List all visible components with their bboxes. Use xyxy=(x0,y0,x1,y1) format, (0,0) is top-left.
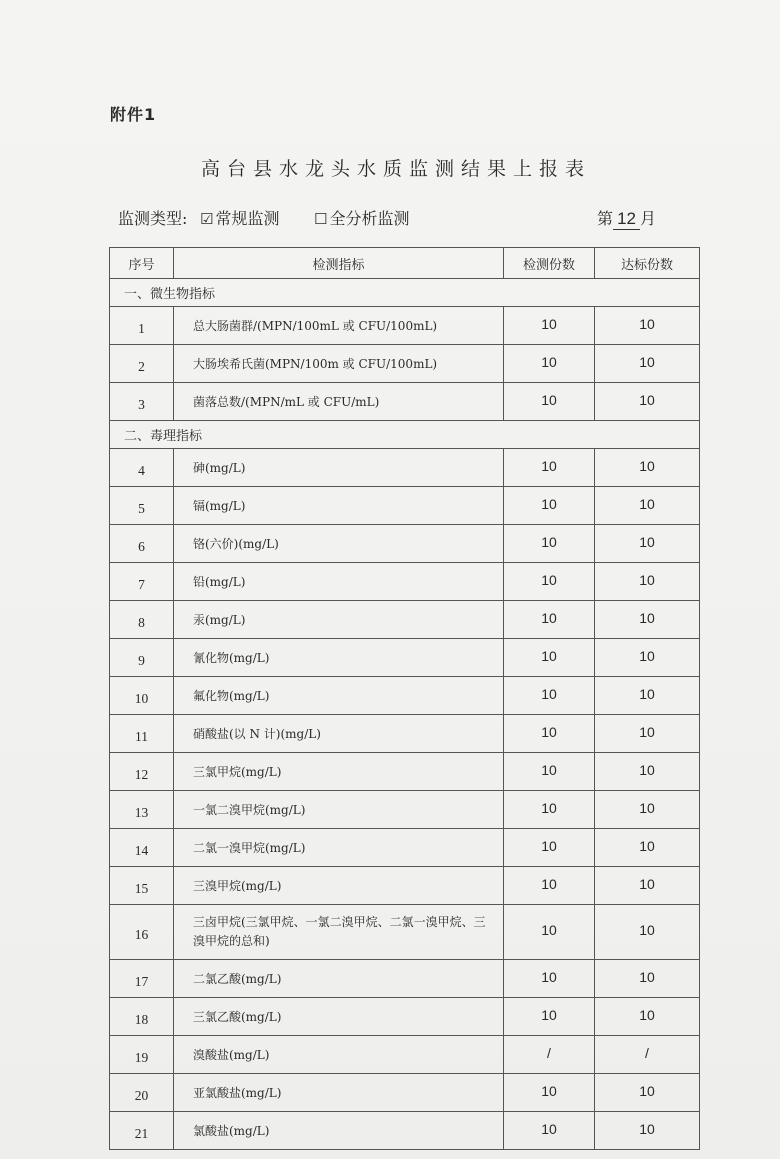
row-tested: 10 xyxy=(504,905,595,960)
attachment-label: 附件1 xyxy=(110,105,157,124)
month-prefix: 第 xyxy=(597,209,614,228)
row-no: 19 xyxy=(110,1036,174,1074)
row-item: 三氯乙酸(mg/L) xyxy=(174,998,504,1036)
table-row xyxy=(110,905,700,960)
row-tested: 10 xyxy=(504,307,595,345)
table-row xyxy=(110,449,700,487)
row-item: 一氯二溴甲烷(mg/L) xyxy=(174,791,504,829)
row-no: 11 xyxy=(110,715,174,753)
table-row xyxy=(110,829,700,867)
row-no: 17 xyxy=(110,960,174,998)
row-passed: 10 xyxy=(595,1074,700,1112)
row-tested: 10 xyxy=(504,715,595,753)
row-no: 15 xyxy=(110,867,174,905)
row-no: 4 xyxy=(110,449,174,487)
row-no: 21 xyxy=(110,1112,174,1150)
month-field xyxy=(597,206,656,230)
row-no: 12 xyxy=(110,753,174,791)
row-item: 氯酸盐(mg/L) xyxy=(174,1112,504,1150)
row-no: 5 xyxy=(110,487,174,525)
row-item: 大肠埃希氏菌(MPN/100m 或 CFU/100mL) xyxy=(174,345,504,383)
row-no: 2 xyxy=(110,345,174,383)
row-tested: 10 xyxy=(504,960,595,998)
row-passed: 10 xyxy=(595,383,700,421)
row-item: 砷(mg/L) xyxy=(174,449,504,487)
row-tested: 10 xyxy=(504,791,595,829)
row-tested: 10 xyxy=(504,601,595,639)
row-item: 总大肠菌群/(MPN/100mL 或 CFU/100mL) xyxy=(174,307,504,345)
row-item: 菌落总数/(MPN/mL 或 CFU/mL) xyxy=(174,383,504,421)
row-item: 三卤甲烷(三氯甲烷、一氯二溴甲烷、二氯一溴甲烷、三溴甲烷的总和) xyxy=(174,905,504,960)
row-passed: 10 xyxy=(595,1112,700,1150)
routine-option xyxy=(200,206,279,229)
row-tested: 10 xyxy=(504,1112,595,1150)
row-tested: 10 xyxy=(504,677,595,715)
table-row xyxy=(110,601,700,639)
row-passed: 10 xyxy=(595,829,700,867)
row-tested: 10 xyxy=(504,1074,595,1112)
table-row xyxy=(110,1074,700,1112)
row-passed: 10 xyxy=(595,307,700,345)
checked-box-icon: ☑ xyxy=(200,210,214,228)
row-passed: 10 xyxy=(595,753,700,791)
row-item: 三溴甲烷(mg/L) xyxy=(174,867,504,905)
row-passed: 10 xyxy=(595,960,700,998)
section-title: 二、毒理指标 xyxy=(110,421,700,449)
section-row-microbial xyxy=(110,279,700,307)
table-row xyxy=(110,307,700,345)
table-row xyxy=(110,715,700,753)
row-passed: 10 xyxy=(595,487,700,525)
row-item: 铬(六价)(mg/L) xyxy=(174,525,504,563)
document-title: 高台县水龙头水质监测结果上报表 xyxy=(200,158,591,180)
table-row xyxy=(110,677,700,715)
row-tested: 10 xyxy=(504,998,595,1036)
month-value: 12 xyxy=(613,209,640,230)
monitor-type-label: 监测类型: xyxy=(118,209,188,228)
row-tested: 10 xyxy=(504,867,595,905)
monitor-type-row xyxy=(118,206,698,230)
section-title: 一、微生物指标 xyxy=(110,279,700,307)
row-passed: 10 xyxy=(595,715,700,753)
table-row xyxy=(110,960,700,998)
header-passed: 达标份数 xyxy=(595,248,700,279)
row-passed: / xyxy=(595,1036,700,1074)
row-no: 14 xyxy=(110,829,174,867)
row-tested: 10 xyxy=(504,753,595,791)
row-no: 1 xyxy=(110,307,174,345)
table-row xyxy=(110,345,700,383)
water-quality-table xyxy=(109,247,700,1150)
header-tested: 检测份数 xyxy=(504,248,595,279)
table-row xyxy=(110,563,700,601)
row-passed: 10 xyxy=(595,345,700,383)
row-item: 汞(mg/L) xyxy=(174,601,504,639)
row-tested: 10 xyxy=(504,525,595,563)
row-item: 二氯一溴甲烷(mg/L) xyxy=(174,829,504,867)
row-tested: 10 xyxy=(504,563,595,601)
row-no: 7 xyxy=(110,563,174,601)
row-passed: 10 xyxy=(595,867,700,905)
table-header-row xyxy=(110,248,700,279)
month-suffix: 月 xyxy=(639,209,656,228)
row-no: 9 xyxy=(110,639,174,677)
row-tested: 10 xyxy=(504,383,595,421)
section-row-toxicology xyxy=(110,421,700,449)
row-item: 镉(mg/L) xyxy=(174,487,504,525)
table-row xyxy=(110,791,700,829)
row-no: 6 xyxy=(110,525,174,563)
row-item: 氰化物(mg/L) xyxy=(174,639,504,677)
row-item: 三氯甲烷(mg/L) xyxy=(174,753,504,791)
table-row xyxy=(110,1036,700,1074)
header-item: 检测指标 xyxy=(174,248,504,279)
full-analysis-label: 全分析监测 xyxy=(329,209,410,228)
table-row xyxy=(110,998,700,1036)
table-row xyxy=(110,639,700,677)
row-passed: 10 xyxy=(595,998,700,1036)
row-passed: 10 xyxy=(595,677,700,715)
row-no: 3 xyxy=(110,383,174,421)
routine-label: 常规监测 xyxy=(215,209,280,228)
row-item: 二氯乙酸(mg/L) xyxy=(174,960,504,998)
row-item: 溴酸盐(mg/L) xyxy=(174,1036,504,1074)
unchecked-box-icon: ☐ xyxy=(314,210,328,228)
row-tested: 10 xyxy=(504,829,595,867)
table-row xyxy=(110,753,700,791)
row-tested: 10 xyxy=(504,487,595,525)
table-row xyxy=(110,1112,700,1150)
row-passed: 10 xyxy=(595,563,700,601)
row-tested: / xyxy=(504,1036,595,1074)
row-item: 氟化物(mg/L) xyxy=(174,677,504,715)
row-no: 16 xyxy=(110,905,174,960)
row-no: 8 xyxy=(110,601,174,639)
row-passed: 10 xyxy=(595,639,700,677)
row-passed: 10 xyxy=(595,525,700,563)
table-row xyxy=(110,383,700,421)
row-item: 硝酸盐(以 N 计)(mg/L) xyxy=(174,715,504,753)
table-row xyxy=(110,867,700,905)
row-no: 10 xyxy=(110,677,174,715)
table-row xyxy=(110,487,700,525)
table-row xyxy=(110,525,700,563)
row-item: 亚氯酸盐(mg/L) xyxy=(174,1074,504,1112)
row-passed: 10 xyxy=(595,791,700,829)
header-no: 序号 xyxy=(110,248,174,279)
row-tested: 10 xyxy=(504,449,595,487)
row-passed: 10 xyxy=(595,905,700,960)
row-no: 20 xyxy=(110,1074,174,1112)
full-analysis-option xyxy=(314,206,409,229)
row-item: 铅(mg/L) xyxy=(174,563,504,601)
row-passed: 10 xyxy=(595,449,700,487)
row-tested: 10 xyxy=(504,345,595,383)
row-no: 13 xyxy=(110,791,174,829)
row-no: 18 xyxy=(110,998,174,1036)
row-tested: 10 xyxy=(504,639,595,677)
row-passed: 10 xyxy=(595,601,700,639)
